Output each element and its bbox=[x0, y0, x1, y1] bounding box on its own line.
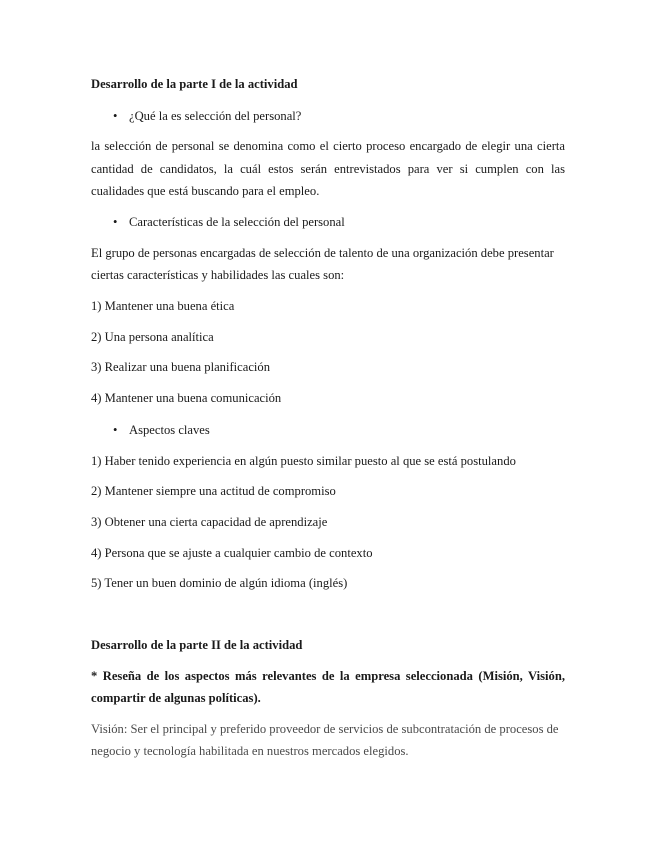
q2-item-2: 2) Una persona analítica bbox=[91, 330, 214, 344]
part2-subheading-line-2: compartir de algunas políticas). bbox=[91, 691, 261, 705]
bullet-icon: • bbox=[113, 423, 118, 437]
q3-bullet: Aspectos claves bbox=[129, 423, 210, 437]
vision-line-1: Visión: Ser el principal y preferido proveedor de servicios de subcontratación de procesos de bbox=[91, 722, 559, 736]
q2-item-1: 1) Mantener una buena ética bbox=[91, 299, 235, 313]
q2-item-4: 4) Mantener una buena comunicación bbox=[91, 391, 282, 405]
bullet-icon: • bbox=[113, 109, 118, 123]
vision-line-2: negocio y tecnología habilitada en nuestros mercados elegidos. bbox=[91, 744, 409, 758]
part2-heading: Desarrollo de la parte II de la actividad bbox=[91, 638, 303, 652]
part2-subheading-line-1: * Reseña de los aspectos más relevantes de la empresa seleccionada (Misión, Visión, bbox=[91, 669, 565, 683]
q1-answer-line-1: la selección de personal se denomina como el cierto proceso encargado de elegir una cierta bbox=[91, 139, 565, 153]
q3-item-3: 3) Obtener una cierta capacidad de aprendizaje bbox=[91, 515, 328, 529]
q3-item-2: 2) Mantener siempre una actitud de compromiso bbox=[91, 484, 336, 498]
q1-answer-line-2: cantidad de candidatos, la cuál estos serán entrevistados para ver si cumplen con las bbox=[91, 162, 565, 176]
part1-heading: Desarrollo de la parte I de la actividad bbox=[91, 77, 298, 91]
q3-item-5: 5) Tener un buen dominio de algún idioma (inglés) bbox=[91, 576, 348, 590]
q3-item-4: 4) Persona que se ajuste a cualquier cambio de contexto bbox=[91, 546, 373, 560]
q2-answer-line-2: ciertas características y habilidades las cuales son: bbox=[91, 268, 345, 282]
q1-answer-line-3: cualidades que está buscando para el empleo. bbox=[91, 184, 320, 198]
q3-item-1: 1) Haber tenido experiencia en algún puesto similar puesto al que se está postulando bbox=[91, 454, 516, 468]
q2-item-3: 3) Realizar una buena planificación bbox=[91, 360, 271, 374]
q1-bullet: ¿Qué la es selección del personal? bbox=[129, 109, 302, 123]
q2-answer-line-1: El grupo de personas encargadas de selección de talento de una organización debe presentar bbox=[91, 246, 554, 260]
bullet-icon: • bbox=[113, 215, 118, 229]
q2-bullet: Características de la selección del personal bbox=[129, 215, 345, 229]
